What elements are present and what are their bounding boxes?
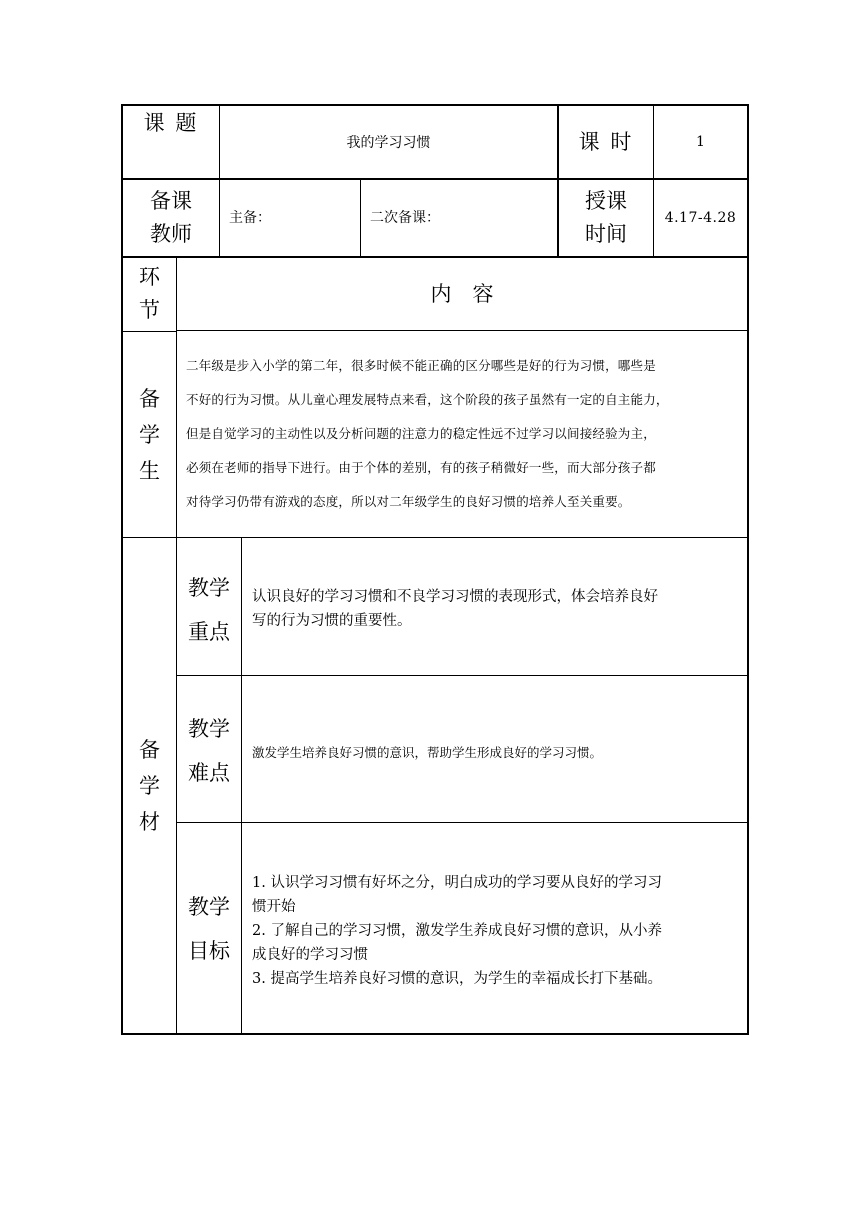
students-label-char: 备 xyxy=(139,386,160,411)
goals-line: 1. 认识学习习惯有好坏之分，明白成功的学习要从良好的学习习 xyxy=(252,875,662,891)
goals-line: 惯开始 xyxy=(252,899,296,915)
key-points-label-line-2: 重点 xyxy=(188,620,230,644)
students-line: 二年级是步入小学的第二年，很多时候不能正确的区分哪些是好的行为习惯，哪些是 xyxy=(186,358,656,373)
goals-line: 3. 提高学生培养良好习惯的意识，为学生的幸福成长打下基础。 xyxy=(252,971,662,987)
content-heading: 内 容 xyxy=(430,281,494,306)
time-value: 4.17-4.28 xyxy=(664,210,737,226)
second-prep-label: 二次备课： xyxy=(370,210,440,226)
materials-label-char: 材 xyxy=(139,809,160,834)
border-line xyxy=(360,178,361,258)
border-line xyxy=(121,1033,749,1035)
border-line xyxy=(176,330,749,331)
key-points-line: 写的行为习惯的重要性。 xyxy=(252,613,412,629)
border-line xyxy=(747,104,749,1035)
goals-line: 成良好的学习习惯 xyxy=(252,947,368,963)
border-line xyxy=(121,537,749,538)
key-points-label xyxy=(177,566,241,654)
materials-label-char: 备 xyxy=(139,737,160,762)
goals-label-line-2: 目标 xyxy=(188,939,230,963)
teacher-label-line-2: 教师 xyxy=(150,222,192,246)
teacher-label-line-1: 备课 xyxy=(150,189,192,213)
students-analysis xyxy=(186,349,742,519)
stage-label-line-2: 节 xyxy=(139,298,160,322)
students-label xyxy=(123,332,176,537)
students-line: 对待学习仍带有游戏的态度，所以对二年级学生的良好习惯的培养人至关重要。 xyxy=(186,494,631,509)
time-label-line-2: 时间 xyxy=(585,222,627,246)
teacher-label xyxy=(123,180,219,256)
difficulties-text: 激发学生培养良好习惯的意识，帮助学生形成良好的学习习惯。 xyxy=(252,745,603,760)
key-points-label-line-1: 教学 xyxy=(188,576,230,600)
period-value: 1 xyxy=(696,134,705,150)
goals-line: 2. 了解自己的学习习惯，激发学生养成良好习惯的意识，从小养 xyxy=(252,923,662,939)
goals-label xyxy=(177,885,241,973)
students-line: 不好的行为习惯。从儿童心理发展特点来看，这个阶段的孩子虽然有一定的自主能力， xyxy=(186,392,669,407)
students-label-char: 生 xyxy=(139,458,160,483)
time-label-line-1: 授课 xyxy=(585,189,627,213)
stage-label-line-1: 环 xyxy=(139,265,160,289)
topic-label: 课 题 xyxy=(143,111,199,135)
goals-text xyxy=(252,871,744,991)
key-points-line: 认识良好的学习习惯和不良学习习惯的表现形式，体会培养良好 xyxy=(252,589,658,605)
key-points-text xyxy=(252,585,744,633)
materials-label xyxy=(123,538,176,1033)
students-label-char: 学 xyxy=(139,422,160,447)
stage-label xyxy=(123,258,176,330)
difficulties-label xyxy=(177,707,241,795)
difficulties-label-line-1: 教学 xyxy=(188,717,230,741)
time-label xyxy=(559,180,653,256)
difficulties-label-line-2: 难点 xyxy=(188,761,230,785)
topic-value: 我的学习习惯 xyxy=(346,135,431,151)
goals-label-line-1: 教学 xyxy=(188,895,230,919)
students-line: 必须在老师的指导下进行。由于个体的差别，有的孩子稍微好一些，而大部分孩子都 xyxy=(186,460,656,475)
period-label: 课 时 xyxy=(578,129,634,154)
main-prep-label: 主备： xyxy=(229,210,271,226)
border-line xyxy=(176,822,749,823)
border-line xyxy=(176,675,749,676)
materials-label-char: 学 xyxy=(139,773,160,798)
students-line: 但是自觉学习的主动性以及分析问题的注意力的稳定性远不过学习以间接经验为主， xyxy=(186,426,656,441)
border-line xyxy=(241,538,242,1035)
